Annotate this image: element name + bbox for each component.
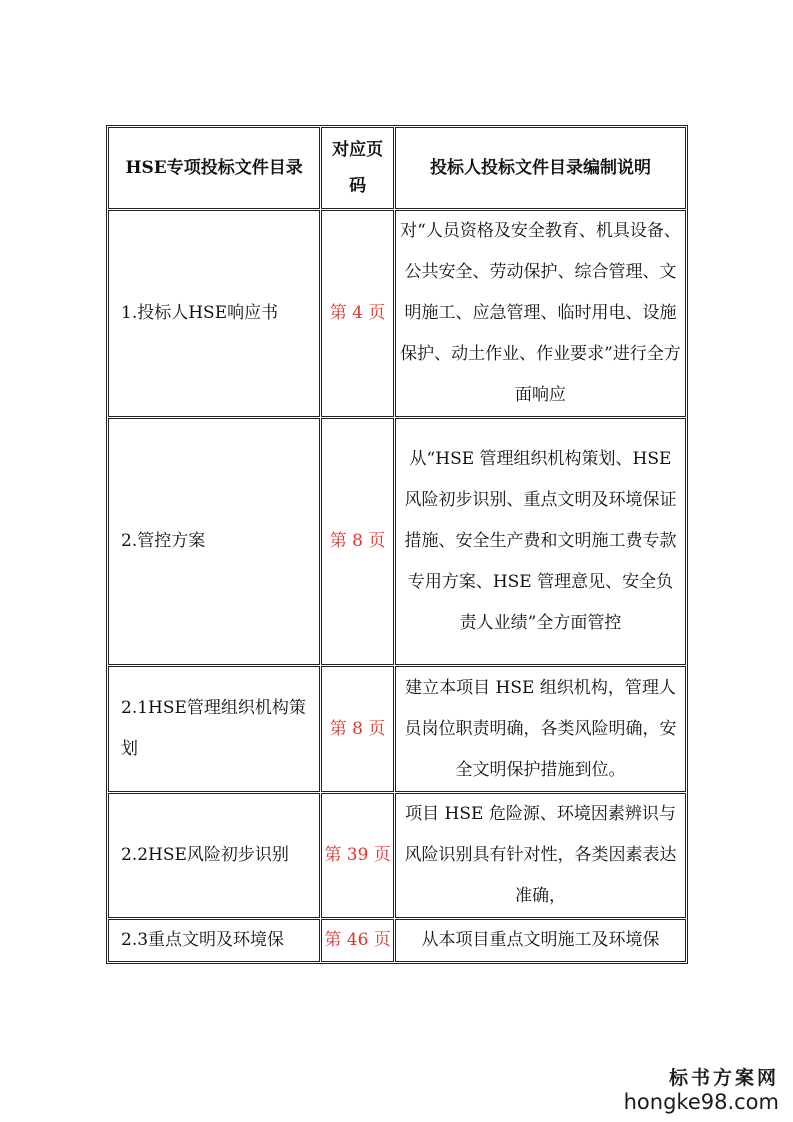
watermark-brand: 标书方案网 (668, 1067, 779, 1089)
row-description: 从“HSE 管理组织机构策划、HSE 风险初步识别、重点文明及环境保证措施、安全生产费和文明施工费专款专用方案、HSE 管理意见、安全负责人业绩”全方面管控 (395, 418, 686, 665)
catalog-table (106, 125, 688, 964)
header-page: 对应页码 (321, 127, 394, 209)
row-description: 项目 HSE 危险源、环境因素辨识与风险识别具有针对性，各类因素表达准确， (395, 793, 686, 918)
row-title: 1.投标人HSE响应书 (108, 210, 320, 417)
row-title: 2.2HSE风险初步识别 (108, 793, 320, 918)
row-page: 第 46 页 (321, 919, 394, 962)
table-row (108, 210, 686, 417)
row-description: 对“人员资格及安全教育、机具设备、公共安全、劳动保护、综合管理、文明施工、应急管理、临时用电、设施保护、动土作业、作业要求”进行全方面响应 (395, 210, 686, 417)
table-row (108, 418, 686, 665)
table-row (108, 793, 686, 918)
row-page: 第 39 页 (321, 793, 394, 918)
row-title: 2.1HSE管理组织机构策划 (108, 666, 320, 792)
watermark-url: hongke98.com (623, 1090, 779, 1114)
row-title: 2.管控方案 (108, 418, 320, 665)
row-description: 建立本项目 HSE 组织机构，管理人员岗位职责明确，各类风险明确，安全文明保护措施到位。 (395, 666, 686, 792)
row-title: 2.3重点文明及环境保 (108, 919, 320, 962)
table-row (108, 919, 686, 962)
table-header-row (108, 127, 686, 209)
header-catalog: HSE专项投标文件目录 (108, 127, 320, 209)
table-row (108, 666, 686, 792)
row-page: 第 8 页 (321, 418, 394, 665)
row-page: 第 4 页 (321, 210, 394, 417)
header-description: 投标人投标文件目录编制说明 (395, 127, 686, 209)
watermark (624, 1066, 779, 1114)
row-description: 从本项目重点文明施工及环境保 (395, 919, 686, 962)
row-page: 第 8 页 (321, 666, 394, 792)
